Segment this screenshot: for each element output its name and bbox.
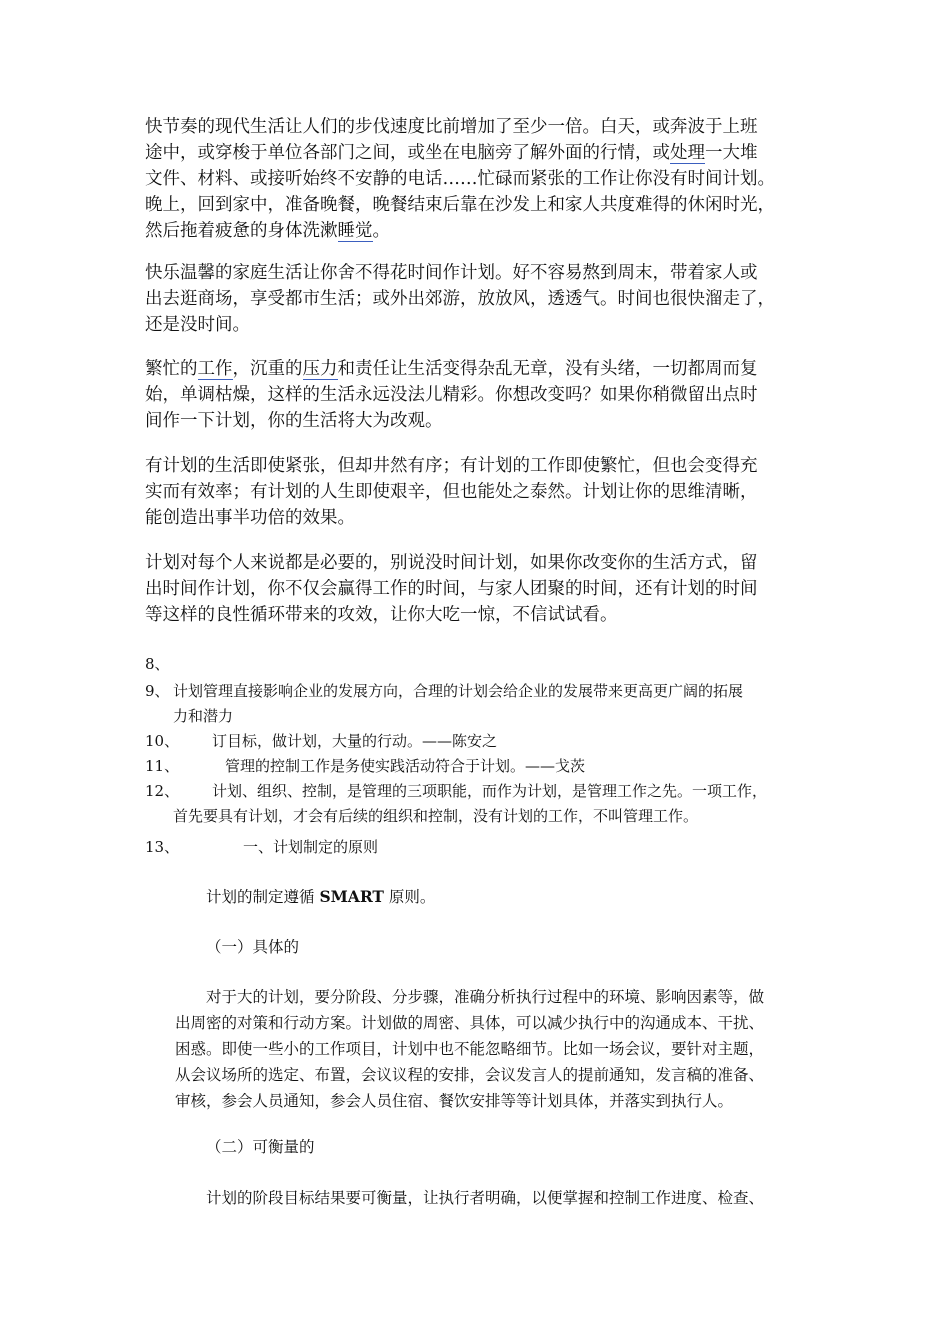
link-shuijiao[interactable]: 睡觉 [337,221,373,241]
text-line: 有计划的生活即使紧张，但却井然有序；有计划的工作即使繁忙，但也会变得充 [145,456,758,476]
list-item [145,679,825,729]
list-item [145,729,825,754]
heading-specific: （一）具体的 [206,938,300,956]
text-run: ，沉重的 [232,359,303,379]
text-run: 然后拖着疲惫的身体洗漱 [145,221,338,241]
text-line: 还是没时间。 [145,315,250,335]
link-gongzuo[interactable]: 工作 [197,359,233,379]
list-item [145,835,825,860]
text-line: 困惑。即使一些小的工作项目，计划中也不能忽略细节。比如一场会议，要针对主题， [175,1040,765,1058]
text-line: 快乐温馨的家庭生活让你舍不得花时间作计划。好不容易熬到周末，带着家人或 [145,263,758,283]
text-run: 和责任让生活变得杂乱无章，没有头绪，一切都周而复 [337,359,758,379]
text-line [145,140,815,166]
text-line: 晚上，回到家中，准备晚餐，晚餐结束后靠在沙发上和家人共度难得的休闲时光， [145,195,775,215]
link-chuli[interactable]: 处理 [670,143,705,163]
smart-bold: SMART [319,887,384,906]
list-text: 计划、组织、控制，是管理的三项职能，而作为计划，是管理工作之先。一项工作， [212,782,768,800]
text-line: 始，单调枯燥，这样的生活永远没法儿精彩。你想改变吗？如果你稍微留出点时 [145,385,758,405]
list-item [145,779,825,829]
list-number: 11、 [145,757,180,775]
list-text: 订目标，做计划，大量的行动。——陈安之 [212,732,498,750]
list-number: 10、 [145,732,180,750]
text-line: 出时间作计划，你不仅会赢得工作的时间，与家人团聚的时间，还有计划的时间 [145,579,758,599]
list-text: 管理的控制工作是务使实践活动符合于计划。——戈茨 [225,757,586,775]
text-run: 繁忙的 [145,359,198,379]
paragraph-2 [145,260,815,338]
list-number: 13、 [145,838,180,856]
text-line: 从会议场所的选定、布置，会议议程的安排，会议发言人的提前通知，发言稿的准备、 [175,1066,765,1084]
text-line: 出周密的对策和行动方案。计划做的周密、具体，可以减少执行中的沟通成本、干扰、 [175,1014,765,1032]
text-line: 等这样的良性循环带来的攻效，让你大吃一惊，不信试试看。 [145,605,618,625]
list-number: 9、 [145,682,170,700]
text-line [145,356,815,382]
list-text: 一、计划制定的原则 [243,838,379,856]
text-line: 计划的阶段目标结果要可衡量，让执行者明确，以便掌握和控制工作进度、检查、 [206,1189,765,1207]
text-run: 原则。 [383,888,436,906]
list-text: 计划管理直接影响企业的发展方向，合理的计划会给企业的发展带来更高更广阔的拓展 [173,682,744,700]
link-yali[interactable]: 压力 [302,359,338,379]
text-line: 能创造出事半功倍的效果。 [145,508,355,528]
heading-measurable: （二）可衡量的 [206,1138,315,1156]
text-run: 途中，或穿梭于单位各部门之间，或坐在电脑旁了解外面的行情，或 [145,143,670,163]
text-line [145,218,815,244]
text-line: 对于大的计划，要分阶段、分步骤，准确分析执行过程中的环境、影响因素等，做 [206,988,765,1006]
list-number: 8、 [145,655,170,673]
text-line: 出去逛商场，享受都市生活；或外出郊游，放放风，透透气。时间也很快溜走了， [145,289,775,309]
paragraph-5 [145,550,815,628]
text-line: 实而有效率；有计划的人生即使艰辛，但也能处之泰然。计划让你的思维清晰， [145,482,758,502]
list-item [145,652,825,677]
list-item [145,754,825,779]
text-run: 。 [372,221,390,241]
list-text: 力和潜力 [173,707,234,725]
text-line: 计划对每个人来说都是必要的，别说没时间计划，如果你改变你的生活方式，留 [145,553,758,573]
text-run: 一大堆 [705,143,758,163]
paragraph-4 [145,453,815,531]
body-measurable [206,1185,764,1211]
smart-principle-line [206,884,435,910]
text-line: 快节奏的现代生活让人们的步伐速度比前增加了至少一倍。白天，或奔波于上班 [145,117,758,137]
text-line: 审核，参会人员通知，参会人员住宿、餐饮安排等等计划具体，并落实到执行人。 [175,1092,734,1110]
numbered-list [145,652,825,860]
text-line: 间作一下计划，你的生活将大为改观。 [145,411,443,431]
paragraph-1 [145,114,815,244]
body-specific [175,984,764,1114]
list-text: 首先要具有计划，才会有后续的组织和控制，没有计划的工作，不叫管理工作。 [173,807,699,825]
text-run: 计划的制定遵循 [206,888,320,906]
paragraph-3 [145,356,815,434]
list-number: 12、 [145,782,180,800]
text-line: 文件、材料、或接听始终不安静的电话……忙碌而紧张的工作让你没有时间计划。 [145,169,775,189]
